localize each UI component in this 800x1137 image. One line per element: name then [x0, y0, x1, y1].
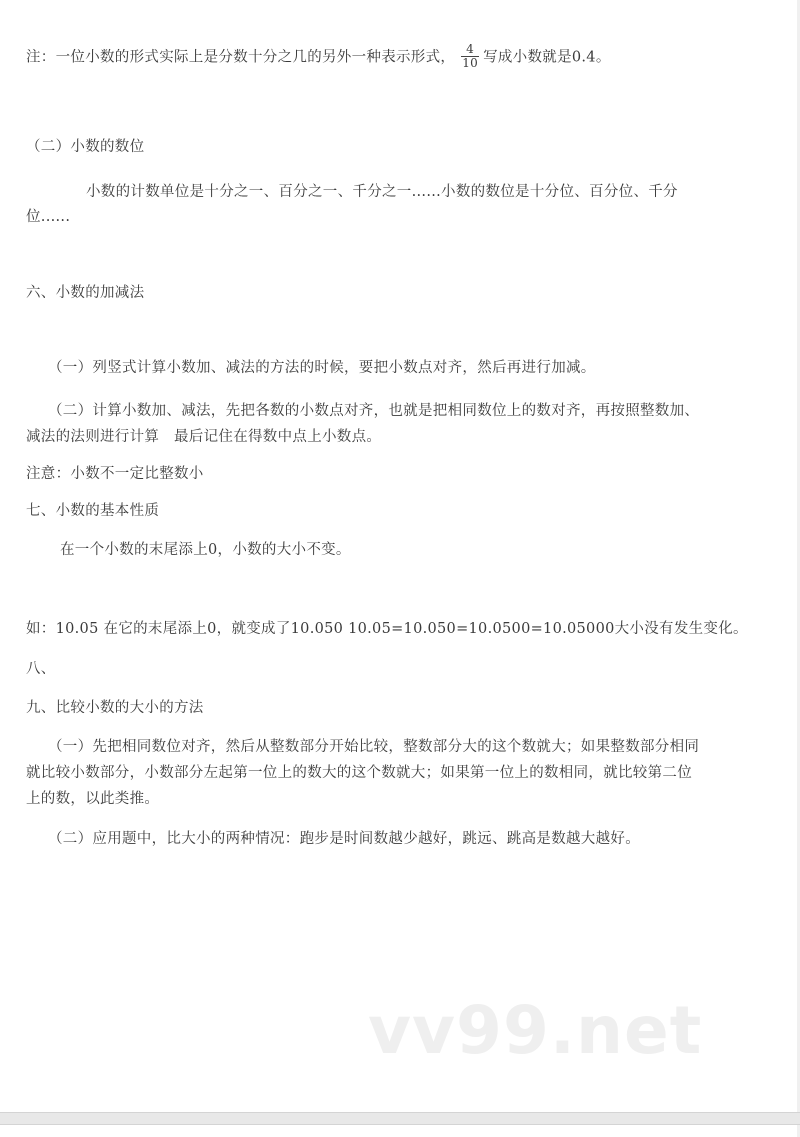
section9-title: 九、比较小数的大小的方法 [26, 700, 204, 716]
fraction-denominator: 10 [462, 56, 479, 70]
section7-title: 七、小数的基本性质 [26, 503, 160, 519]
section6-title: 六、小数的加减法 [26, 285, 145, 301]
section6-item2-line2: 减法的法则进行计算 最后记住在得数中点上小数点。 [26, 429, 382, 445]
section6-note: 注意：小数不一定比整数小 [26, 466, 204, 482]
section6-item1: （一）列竖式计算小数加、减法的方法的时候，要把小数点对齐，然后再进行加减。 [48, 360, 596, 376]
section8-title: 八、 [26, 661, 56, 677]
fraction-four-tenths [461, 43, 479, 70]
section9-item1-line2: 就比较小数部分，小数部分左起第一位上的数大的这个数就大；如果第一位上的数相同，就比较第二位 [26, 765, 692, 781]
section7-body: 在一个小数的末尾添上0，小数的大小不变。 [60, 542, 351, 558]
section9-item2: （二）应用题中，比大小的两种情况：跑步是时间数越少越好，跳远、跳高是数越大越好。 [48, 831, 640, 847]
note-decimal-fraction [26, 44, 611, 71]
page-separator-bar [0, 1112, 800, 1125]
note-suffix: 写成小数就是0.4。 [483, 49, 611, 66]
note-prefix: 注：一位小数的形式实际上是分数十分之几的另外一种表示形式， [26, 49, 456, 66]
section9-item1-line1: （一）先把相同数位对齐，然后从整数部分开始比较，整数部分大的这个数就大；如果整数部分相同 [48, 739, 700, 755]
section9-item1-line3: 上的数，以此类推。 [26, 791, 160, 807]
fraction-numerator: 4 [461, 43, 479, 57]
section6-item2-line1: （二）计算小数加、减法，先把各数的小数点对齐，也就是把相同数位上的数对齐，再按照整数加、 [48, 403, 700, 419]
section5-sub2-body-line2: 位...... [26, 209, 71, 225]
section7-example: 如：10.05 在它的末尾添上0，就变成了10.050 10.05=10.050=10.0500=10.05000大小没有发生变化。 [26, 621, 748, 637]
watermark-text: vv99.net [368, 992, 703, 1069]
section5-sub2-title: （二）小数的数位 [26, 139, 145, 155]
section5-sub2-body-line1: 小数的计数单位是十分之一、百分之一、千分之一......小数的数位是十分位、百分位、千分 [86, 184, 678, 200]
